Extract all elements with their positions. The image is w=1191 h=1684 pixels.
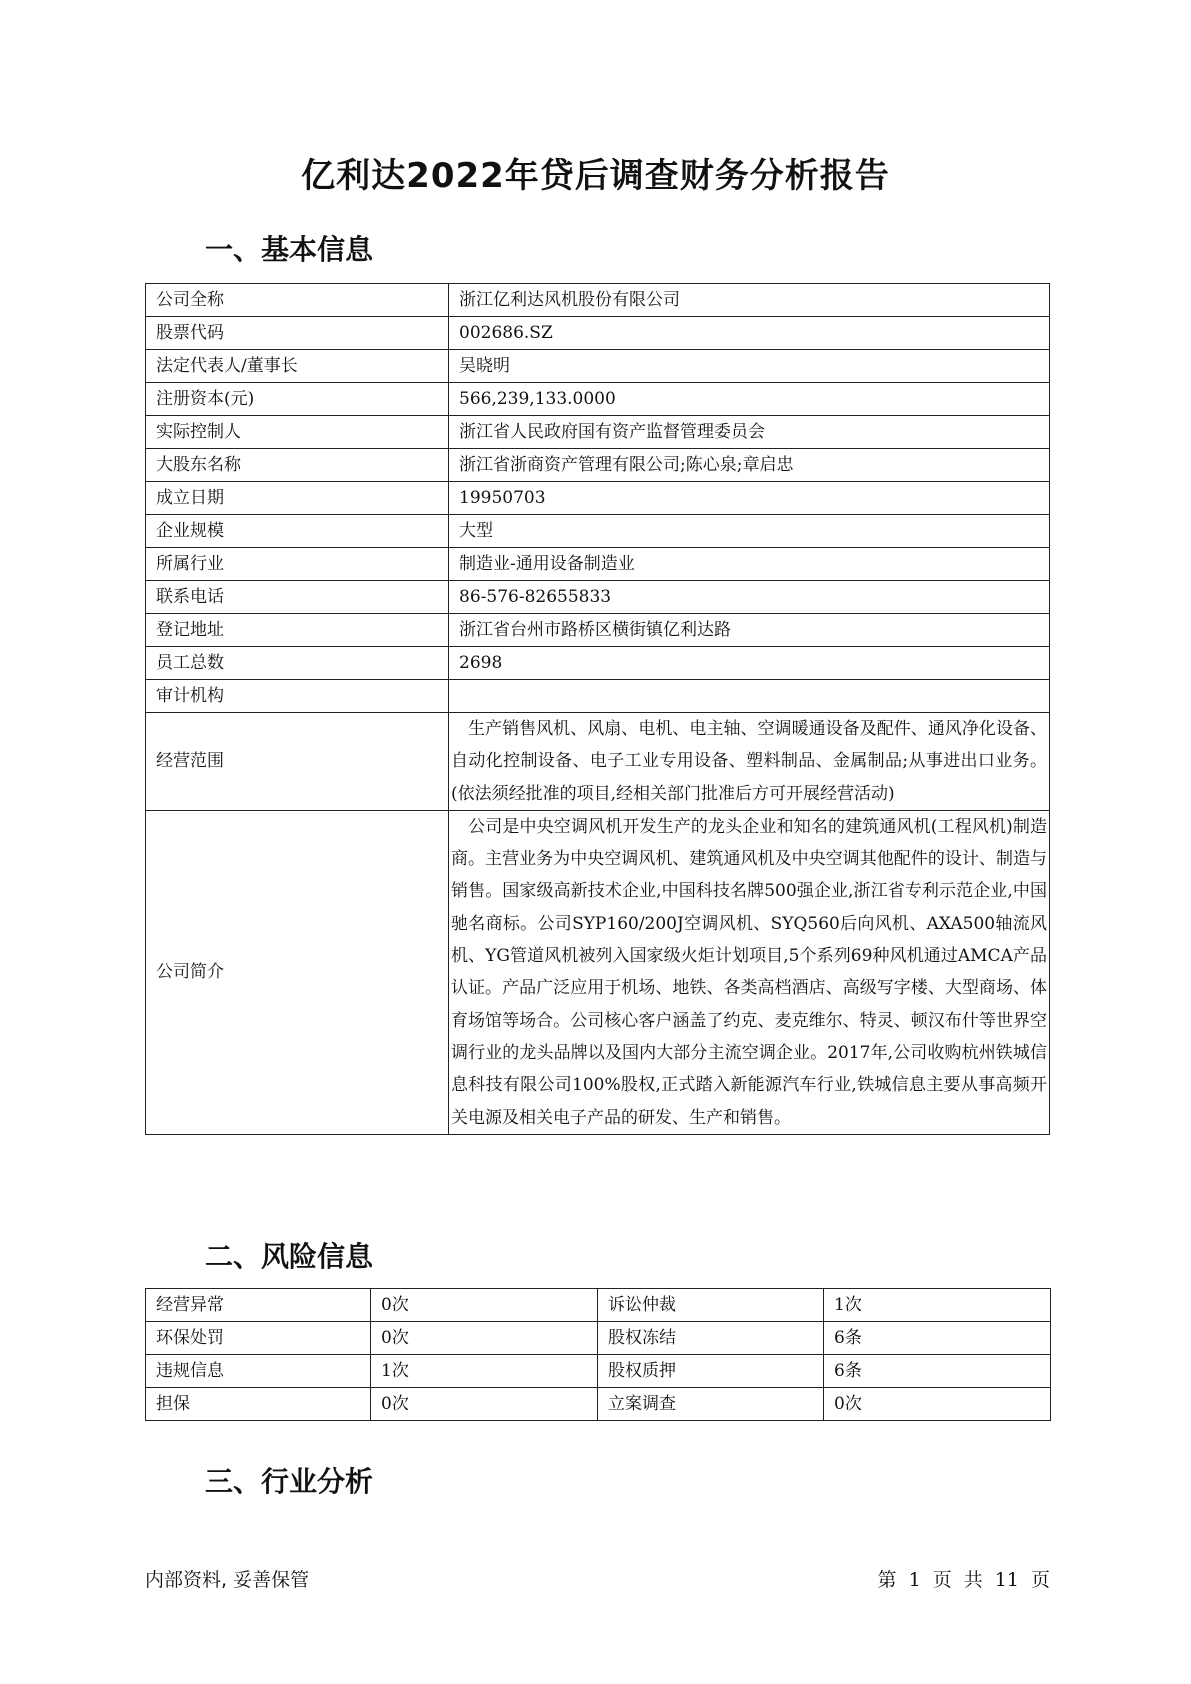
section-heading-industry: 三、行业分析 bbox=[205, 1465, 374, 1498]
field-value: 19950703 bbox=[449, 482, 1050, 515]
field-label: 注册资本(元) bbox=[146, 383, 449, 416]
field-value: 002686.SZ bbox=[449, 317, 1050, 350]
risk-value: 6条 bbox=[824, 1355, 1051, 1388]
table-row bbox=[146, 810, 1050, 1134]
table-row bbox=[146, 680, 1050, 713]
table-row bbox=[146, 713, 1050, 811]
field-label: 大股东名称 bbox=[146, 449, 449, 482]
field-label: 成立日期 bbox=[146, 482, 449, 515]
table-row bbox=[146, 614, 1050, 647]
risk-label: 诉讼仲裁 bbox=[598, 1289, 824, 1322]
field-label: 实际控制人 bbox=[146, 416, 449, 449]
field-label: 所属行业 bbox=[146, 548, 449, 581]
risk-label: 股权质押 bbox=[598, 1355, 824, 1388]
field-label: 员工总数 bbox=[146, 647, 449, 680]
table-row bbox=[146, 1322, 1051, 1355]
business-scope-label: 经营范围 bbox=[146, 713, 449, 811]
risk-value: 0次 bbox=[824, 1388, 1051, 1421]
table-row bbox=[146, 350, 1050, 383]
table-row bbox=[146, 1289, 1051, 1322]
field-label: 企业规模 bbox=[146, 515, 449, 548]
table-row bbox=[146, 482, 1050, 515]
field-value: 566,239,133.0000 bbox=[449, 383, 1050, 416]
company-profile-label: 公司简介 bbox=[146, 810, 449, 1134]
field-value: 制造业-通用设备制造业 bbox=[449, 548, 1050, 581]
risk-value: 0次 bbox=[371, 1388, 598, 1421]
risk-value: 0次 bbox=[371, 1289, 598, 1322]
field-value: 2698 bbox=[449, 647, 1050, 680]
risk-label: 经营异常 bbox=[146, 1289, 371, 1322]
company-profile-text: 公司是中央空调风机开发生产的龙头企业和知名的建筑通风机(工程风机)制造商。主营业务为中央空调风机、建筑通风机及中央空调其他配件的设计、制造与销售。国家级高新技术企业,中国科技名牌500强企业,浙江省专利示范企业,中国驰名商标。公司SYP160/200J空调风机、SYQ560后向风机、AXA500轴流风机、YG管道风机被列入国家级火炬计划项目,5个系列69种风机通过AMCA产品认证。产品广泛应用于机场、地铁、各类高档酒店、高级写字楼、大型商场、体育场馆等场合。公司核心客户涵盖了约克、麦克维尔、特灵、顿汉布什等世界空调行业的龙头品牌以及国内大部分主流空调企业。2017年,公司收购杭州铁城信息科技有限公司100%股权,正式踏入新能源汽车行业,铁城信息主要从事高频开关电源及相关电子产品的研发、生产和销售。 bbox=[449, 810, 1050, 1134]
risk-info-table bbox=[145, 1288, 1051, 1421]
risk-label: 股权冻结 bbox=[598, 1322, 824, 1355]
field-value: 大型 bbox=[449, 515, 1050, 548]
table-row bbox=[146, 449, 1050, 482]
field-value: 浙江亿利达风机股份有限公司 bbox=[449, 284, 1050, 317]
risk-label: 违规信息 bbox=[146, 1355, 371, 1388]
field-label: 登记地址 bbox=[146, 614, 449, 647]
field-value: 吴晓明 bbox=[449, 350, 1050, 383]
footer-page-number: 第 1 页 共 11 页 bbox=[877, 1569, 1050, 1591]
field-label: 联系电话 bbox=[146, 581, 449, 614]
field-label: 股票代码 bbox=[146, 317, 449, 350]
field-value: 浙江省浙商资产管理有限公司;陈心泉;章启忠 bbox=[449, 449, 1050, 482]
table-row bbox=[146, 1355, 1051, 1388]
basic-info-table bbox=[145, 283, 1050, 1135]
section-heading-basic-info: 一、基本信息 bbox=[205, 233, 374, 266]
table-row bbox=[146, 1388, 1051, 1421]
field-value: 86-576-82655833 bbox=[449, 581, 1050, 614]
risk-label: 立案调查 bbox=[598, 1388, 824, 1421]
risk-value: 1次 bbox=[371, 1355, 598, 1388]
table-row bbox=[146, 515, 1050, 548]
table-row bbox=[146, 581, 1050, 614]
table-row bbox=[146, 284, 1050, 317]
risk-label: 担保 bbox=[146, 1388, 371, 1421]
section-heading-risk-info: 二、风险信息 bbox=[205, 1240, 374, 1273]
footer-confidential-note: 内部资料, 妥善保管 bbox=[145, 1569, 310, 1591]
risk-value: 6条 bbox=[824, 1322, 1051, 1355]
field-label: 法定代表人/董事长 bbox=[146, 350, 449, 383]
business-scope-text: 生产销售风机、风扇、电机、电主轴、空调暖通设备及配件、通风净化设备、自动化控制设备、电子工业专用设备、塑料制品、金属制品;从事进出口业务。(依法须经批准的项目,经相关部门批准后方可开展经营活动) bbox=[449, 713, 1050, 811]
table-row bbox=[146, 317, 1050, 350]
risk-value: 0次 bbox=[371, 1322, 598, 1355]
field-label: 公司全称 bbox=[146, 284, 449, 317]
risk-label: 环保处罚 bbox=[146, 1322, 371, 1355]
table-row bbox=[146, 647, 1050, 680]
field-value bbox=[449, 680, 1050, 713]
table-row bbox=[146, 416, 1050, 449]
field-value: 浙江省台州市路桥区横街镇亿利达路 bbox=[449, 614, 1050, 647]
table-row bbox=[146, 548, 1050, 581]
table-row bbox=[146, 383, 1050, 416]
risk-value: 1次 bbox=[824, 1289, 1051, 1322]
field-value: 浙江省人民政府国有资产监督管理委员会 bbox=[449, 416, 1050, 449]
page-title: 亿利达2022年贷后调查财务分析报告 bbox=[301, 156, 890, 196]
field-label: 审计机构 bbox=[146, 680, 449, 713]
